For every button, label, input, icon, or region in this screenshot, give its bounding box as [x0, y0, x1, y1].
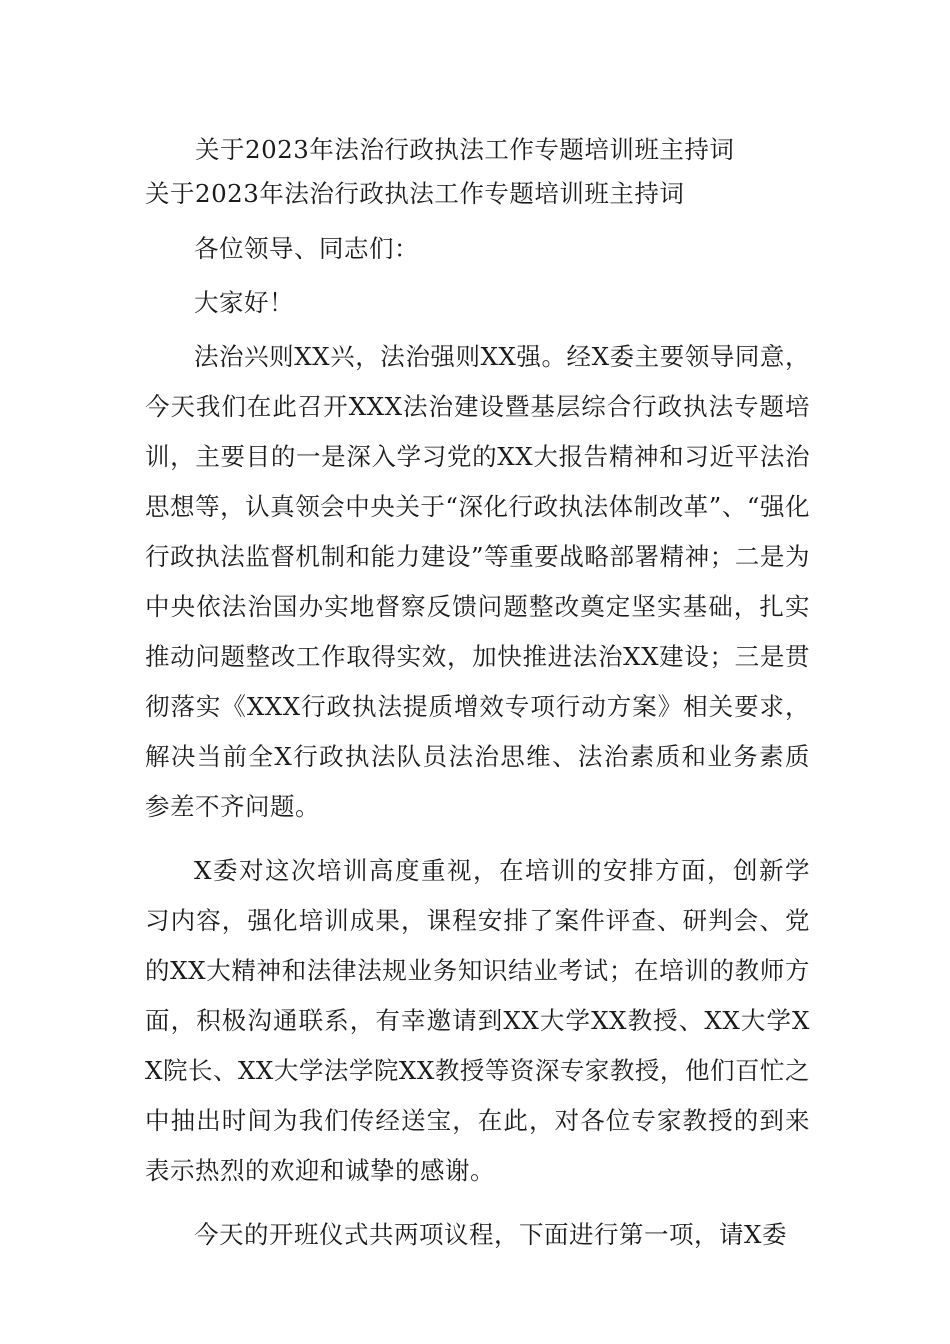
- paragraph-purpose: 法治兴则XX兴，法治强则XX强。经X委主要领导同意，今天我们在此召开XXX法治建设暨基层综合行政执法专题培训，主要目的一是深入学习党的XX大报告精神和习近平法治思想等，认真领会中央关于“深化行政执法体制改革”、“强化行政执法监督机制和能力建设”等重要战略部署精神；二是为中央依法治国办实地督察反馈问题整改奠定坚实基础，扎实推动问题整改工作取得实效，加快推进法治XX建设；三是贯彻落实《XXX行政执法提质增效专项行动方案》相关要求，解决当前全X行政执法队员法治思维、法治素质和业务素质参差不齐问题。: [145, 342, 810, 821]
- paragraph-arrangement: X委对这次培训高度重视，在培训的安排方面，创新学习内容，强化培训成果，课程安排了案件评查、研判会、党的XX大精神和法律法规业务知识结业考试；在培训的教师方面，积极沟通联系，有幸邀请到XX大学XX教授、XX大学XX院长、XX大学法学院XX教授等资深专家教授，他们百忙之中抽出时间为我们传经送宝，在此，对各位专家教授的到来表示热烈的欢迎和诚挚的感谢。: [145, 856, 810, 1185]
- greeting: 大家好！: [194, 288, 294, 317]
- document-body: [145, 128, 810, 1260]
- document-title-repeat: 关于2023年法治行政执法工作专题培训班主持词: [145, 179, 685, 208]
- paragraph-agenda: 今天的开班仪式共两项议程，下面进行第一项，请X委: [194, 1220, 787, 1249]
- salutation: 各位领导、同志们：: [194, 234, 419, 263]
- document-title: 关于2023年法治行政执法工作专题培训班主持词: [195, 135, 735, 164]
